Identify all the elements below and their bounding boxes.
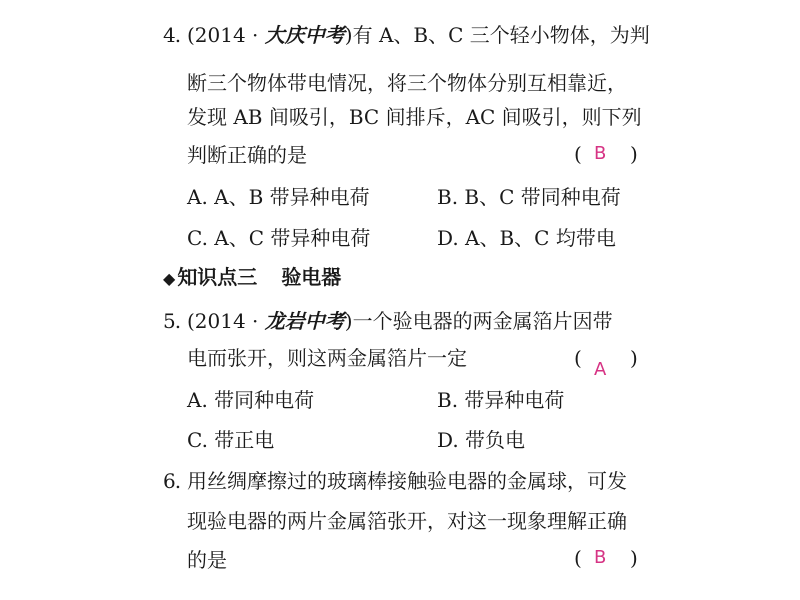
section-title-label: 知识点三 [177,265,258,289]
q4-option-d: D. A、B、C 均带电 [437,226,616,250]
q4-source-name: 大庆中考 [264,23,345,47]
q4-source-close: ) [344,23,353,47]
q5-text-2: 电而张开，则这两金属箔片一定 [187,346,467,370]
q6-paren-left: ( [574,546,582,570]
section-title-topic: 验电器 [281,265,342,289]
q5-number: 5. [163,309,181,333]
q5-answer-bracket [574,345,644,385]
q4-paren-right: ) [630,142,638,166]
q6-answer: B [594,547,607,568]
q4-source-open: (2014 · [187,23,265,47]
q4-text-1: 有 A、B、C 三个轻小物体，为判 [352,23,650,47]
q5-option-d: D. 带负电 [437,428,526,452]
q4-line-1 [163,22,650,48]
q6-paren-right: ) [630,546,638,570]
q4-option-c: C. A、C 带异种电荷 [187,226,371,250]
diamond-icon: ◆ [163,269,176,288]
q6-answer-bracket [574,545,644,571]
q4-option-b: B. B、C 带同种电荷 [437,185,621,209]
q5-option-a: A. 带同种电荷 [187,388,315,412]
q5-option-c: C. 带正电 [187,428,275,452]
q5-answer: A [594,359,607,380]
q5-source-open: (2014 · [187,309,265,333]
q5-option-b: B. 带异种电荷 [437,388,565,412]
q4-option-a: A. A、B 带异种电荷 [187,185,370,209]
q5-paren-left: ( [574,346,582,370]
q4-text-3: 发现 AB 间吸引，BC 间排斥，AC 间吸引，则下列 [187,105,642,129]
q6-number: 6. [163,469,181,493]
q4-paren-left: ( [574,142,582,166]
q5-source-close: ) [344,309,353,333]
q4-answer-bracket [574,141,644,167]
q6-text-1: 用丝绸摩擦过的玻璃棒接触验电器的金属球，可发 [187,469,627,493]
q4-text-2: 断三个物体带电情况，将三个物体分别互相靠近， [187,71,627,95]
q4-answer: B [594,143,607,164]
q6-text-3: 的是 [187,548,227,572]
q5-text-1: 一个验电器的两金属箔片因带 [352,309,613,333]
q5-paren-right: ) [630,346,638,370]
q4-number: 4. [163,23,181,47]
q4-text-4: 判断正确的是 [187,143,307,167]
q6-line-1 [163,468,627,494]
q5-source-name: 龙岩中考 [264,309,345,333]
q6-text-2: 现验电器的两片金属箔张开，对这一现象理解正确 [187,509,627,533]
q5-line-1 [163,308,613,334]
section-heading [163,264,341,292]
